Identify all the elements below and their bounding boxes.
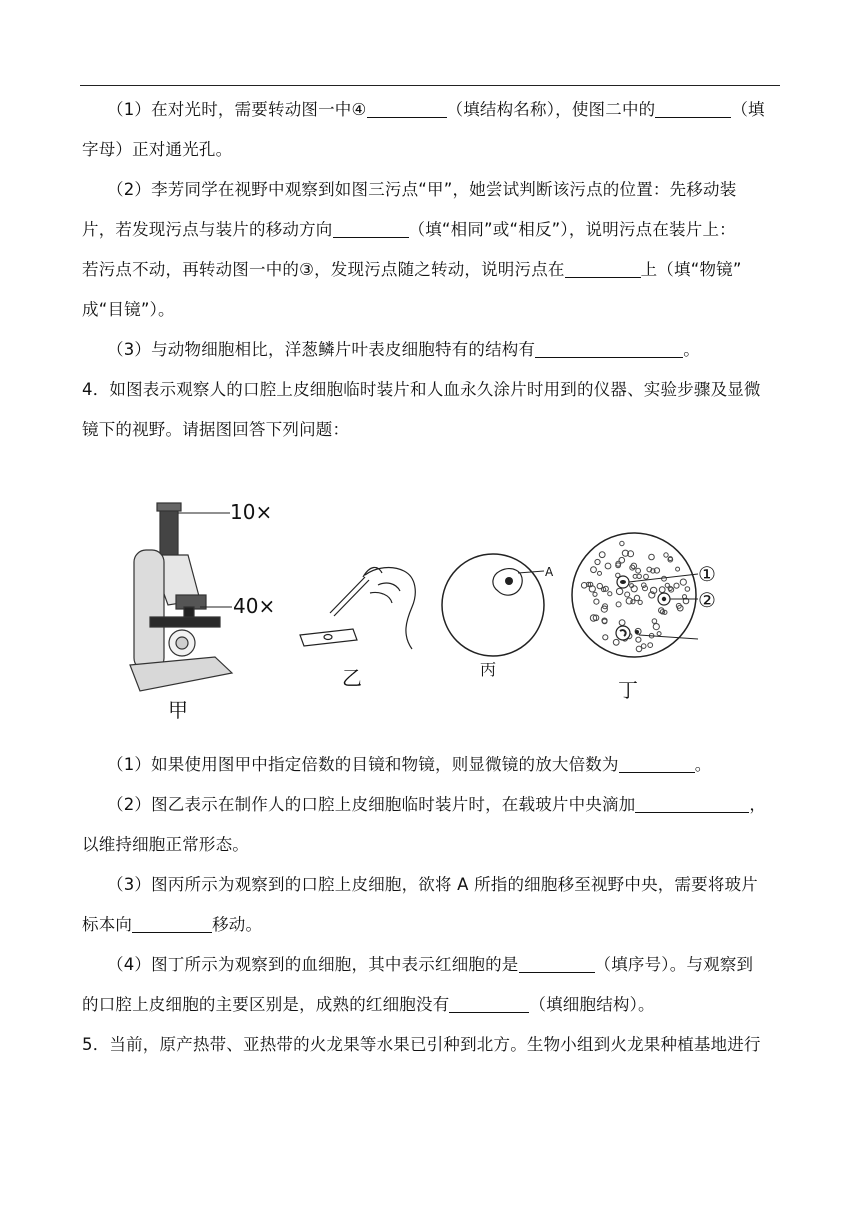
figure-label-bing: 丙 [480,660,497,679]
q4-intro-line-2: 镜下的视野。请据图回答下列问题： [82,420,350,439]
answer-blank[interactable] [565,259,641,278]
answer-blank[interactable] [519,954,595,973]
question-4-parts [82,745,782,1065]
q3-part-3-line-1: （3）与动物细胞相比，洋葱鳞片叶表皮细胞特有的结构有 。 [107,340,700,359]
figure-label-ding: 丁 [618,678,638,702]
answer-blank[interactable] [655,99,731,118]
q4-part-2-line-1: （2）图乙表示在制作人的口腔上皮细胞临时装片时，在载玻片中央滴加 ， [107,795,767,814]
q4-part-3-line-1: （3）图丙所示为观察到的口腔上皮细胞，欲将 A 所指的细胞移至视野中央，需要将玻片 [107,875,758,894]
q4-part-1-line-1: （1）如果使用图甲中指定倍数的目镜和物镜，则显微镜的放大倍数为 。 [107,755,712,774]
view-field-bing [442,554,544,656]
eyepiece-magnification-label: 10× [230,500,273,524]
experiment-figure [120,495,780,730]
q3-part-2-line-2: 片，若发现污点与装片的移动方向 （填“相同”或“相反”），说明污点在装片上： [82,220,736,239]
cell-nucleus [505,577,513,585]
q3-part-2-line-1: （2）李芳同学在视野中观察到如图三污点“甲”，她尝试判断该污点的位置：先移动装 [107,180,737,199]
header-rule [80,85,780,86]
q4-part-4-line-2: 的口腔上皮细胞的主要区别是，成熟的红细胞没有 （填细胞结构）。 [82,995,655,1014]
answer-blank[interactable] [333,219,409,238]
q4-intro-line-1: 4．如图表示观察人的口腔上皮细胞临时装片和人血永久涂片时用到的仪器、实验步骤及显微 [82,380,761,399]
q3-part-2-line-4: 成“目镜”）。 [82,300,175,319]
q3-part-1-line-2: 字母）正对通光孔。 [82,140,233,159]
dropper-and-slide-illustration [300,567,415,649]
answer-blank[interactable] [367,99,447,118]
answer-blank[interactable] [535,339,683,358]
objective-magnification-label: 40× [233,594,276,618]
cell-label-2: ② [698,588,716,612]
q4-part-4-line-1: （4）图丁所示为观察到的血细胞，其中表示红细胞的是 （填序号）。与观察到 [107,955,754,974]
answer-blank[interactable] [132,914,212,933]
q4-part-2-line-2: 以维持细胞正常形态。 [82,835,249,854]
q5-intro-line-1: 5．当前，原产热带、亚热带的火龙果等水果已引种到北方。生物小组到火龙果种植基地进行 [82,1035,761,1054]
answer-blank[interactable] [449,994,529,1013]
answer-blank[interactable] [635,794,749,813]
cell-label-1: ① [698,562,716,586]
cell-a-label: A [545,565,554,579]
q3-part-1-line-1: （1）在对光时，需要转动图一中④ （填结构名称），使图二中的 （填 [107,100,765,119]
q3-part-2-line-3: 若污点不动，再转动图一中的③，发现污点随之转动，说明污点在 上（填“物镜” [82,260,742,279]
figure-svg [120,495,780,730]
answer-blank[interactable] [619,754,695,773]
q4-part-3-line-2: 标本向 移动。 [82,915,263,934]
microscope-illustration [130,503,232,691]
figure-label-yi: 乙 [342,666,362,690]
view-field-ding [572,533,696,657]
question-3-parts [82,90,782,450]
figure-label-jia: 甲 [168,698,188,722]
